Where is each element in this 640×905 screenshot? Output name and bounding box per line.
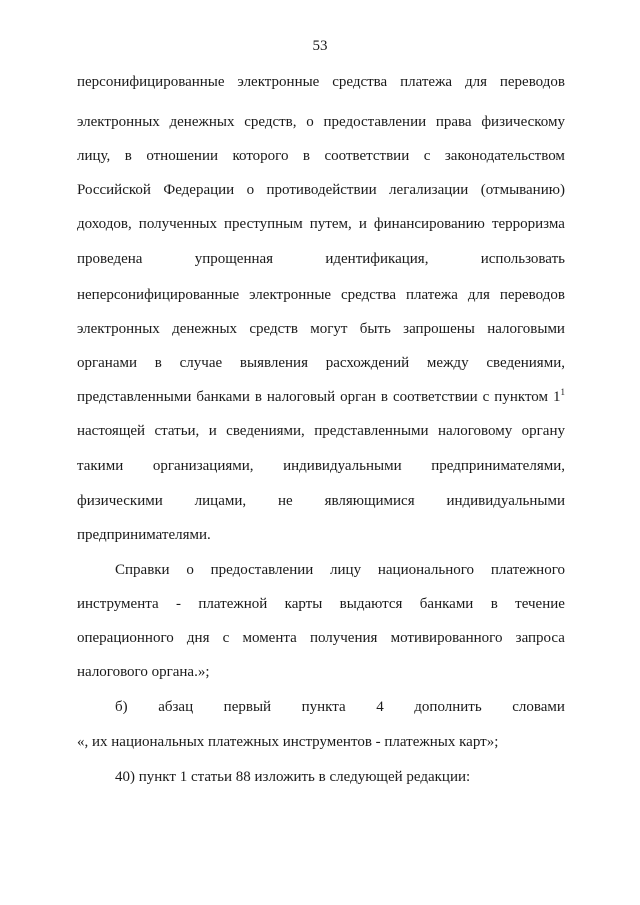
line-text: налогового органа.»;: [77, 664, 210, 680]
word: запроса: [515, 630, 565, 646]
word: могут: [310, 321, 348, 337]
text-line: [77, 732, 565, 752]
word: не: [278, 493, 293, 509]
word: в: [302, 148, 311, 164]
word: физическими: [77, 493, 163, 509]
text-line: [77, 421, 565, 441]
word: предпринимателями,: [431, 458, 565, 474]
word: $1^1$: [552, 387, 565, 405]
line-text: 40) пункт 1 статьи 88 изложить в следующей редакции:: [115, 769, 471, 785]
word: инструмента: [77, 596, 159, 612]
word: представленными: [314, 423, 429, 439]
word: предоставлении: [210, 562, 314, 578]
text-line: [77, 767, 565, 787]
word: в: [380, 389, 388, 405]
word: операционного: [77, 630, 174, 646]
word: легализации: [389, 182, 469, 198]
line-text: «, их национальных платежных инструментов - платежных карт»;: [77, 734, 499, 750]
word: о: [186, 562, 194, 578]
word: соответствии: [392, 389, 478, 405]
word: доходов,: [77, 216, 132, 232]
word: отношении: [146, 148, 219, 164]
line-text: предпринимателями.: [77, 527, 211, 543]
word: представленными: [77, 389, 192, 405]
word: лицу,: [77, 148, 111, 164]
word: получения: [309, 630, 378, 646]
text-line: [77, 285, 565, 305]
word: дня: [186, 630, 210, 646]
word: настоящей: [77, 423, 146, 439]
word: которого: [232, 148, 289, 164]
word: расхождений: [325, 355, 410, 371]
word: абзац: [158, 699, 194, 715]
word: права: [435, 114, 472, 130]
page-number: 53: [312, 38, 328, 54]
text-line: [77, 491, 565, 511]
word: органу: [521, 423, 565, 439]
word: дополнить: [414, 699, 482, 715]
text-line: [77, 628, 565, 648]
text-line: [77, 594, 565, 614]
word: платежа: [405, 287, 458, 303]
word: преступным: [224, 216, 303, 232]
text-line: [77, 662, 565, 682]
word: соответствии: [324, 148, 410, 164]
word: с: [482, 389, 490, 405]
word: законодательством: [444, 148, 565, 164]
word: индивидуальными: [283, 458, 402, 474]
word: такими: [77, 458, 124, 474]
word: в: [490, 596, 498, 612]
word: (отмыванию): [480, 182, 565, 198]
word: течение: [515, 596, 565, 612]
text-line: [77, 146, 565, 166]
word: платежной: [198, 596, 268, 612]
word: запрошены: [403, 321, 475, 337]
word: средства: [341, 287, 397, 303]
word: органами: [77, 355, 138, 371]
word: организациями,: [152, 458, 254, 474]
text-line: [77, 249, 565, 269]
word: выявления: [239, 355, 308, 371]
word: средств: [249, 321, 298, 337]
word: -: [176, 596, 181, 612]
word: случае: [179, 355, 223, 371]
text-line: [77, 456, 565, 476]
word: налоговыми: [487, 321, 565, 337]
word: лицу: [330, 562, 362, 578]
word: терроризма: [491, 216, 565, 232]
word: выдаются: [339, 596, 403, 612]
text-line: [77, 353, 565, 373]
word: Справки: [115, 562, 170, 578]
word: электронные: [249, 287, 332, 303]
word: для: [467, 287, 490, 303]
word: налоговому: [437, 423, 513, 439]
word: электронные: [237, 74, 320, 90]
word: о: [306, 114, 314, 130]
word: пунктом: [494, 389, 549, 405]
word: сведениями,: [226, 423, 305, 439]
text-line: [77, 214, 565, 234]
word: противодействии: [266, 182, 377, 198]
superscript: 1: [560, 387, 565, 397]
word: индивидуальными: [446, 493, 565, 509]
word: статьи,: [154, 423, 200, 439]
word: банками: [419, 596, 474, 612]
word: неперсонифицированные: [77, 287, 240, 303]
word: в: [154, 355, 162, 371]
word: и: [358, 216, 367, 232]
word: электронных: [77, 114, 160, 130]
text-line: [77, 697, 565, 717]
word: пункта: [301, 699, 346, 715]
word: национального: [377, 562, 475, 578]
word: налоговый: [266, 389, 336, 405]
word: с: [222, 630, 230, 646]
word: 4: [376, 699, 384, 715]
word: карты: [284, 596, 323, 612]
word: путем,: [309, 216, 352, 232]
word: б): [115, 699, 128, 715]
word: с: [423, 148, 431, 164]
text-line: [77, 525, 565, 545]
word: в: [124, 148, 132, 164]
text-line: [77, 112, 565, 132]
word: идентификация,: [325, 251, 429, 267]
word: Федерации: [163, 182, 235, 198]
text-line: [77, 319, 565, 339]
word: платежного: [490, 562, 565, 578]
word: в: [254, 389, 262, 405]
word: физическому: [481, 114, 565, 130]
word: банками: [196, 389, 250, 405]
word: между: [426, 355, 469, 371]
word: использовать: [480, 251, 565, 267]
word: Российской: [77, 182, 151, 198]
text-line: [77, 72, 565, 92]
word: денежных: [172, 321, 238, 337]
word: являющимися: [324, 493, 415, 509]
word: полученных: [138, 216, 217, 232]
word: первый: [223, 699, 272, 715]
word: финансированию: [373, 216, 485, 232]
word: переводов: [499, 74, 565, 90]
word: о: [246, 182, 255, 198]
word: электронных: [77, 321, 160, 337]
word: переводов: [499, 287, 565, 303]
word: предоставлении: [323, 114, 427, 130]
text-line: [77, 180, 565, 200]
word: лицами,: [194, 493, 247, 509]
word: проведена: [77, 251, 143, 267]
word: словами: [512, 699, 565, 715]
word: средства: [332, 74, 388, 90]
word: быть: [359, 321, 391, 337]
word: упрощенная: [194, 251, 274, 267]
word: денежных: [169, 114, 235, 130]
text-line: [77, 560, 565, 580]
word: персонифицированные: [77, 74, 225, 90]
text-line: [77, 387, 565, 407]
word: платежа: [400, 74, 453, 90]
word: сведениями,: [486, 355, 565, 371]
word: мотивированного: [390, 630, 503, 646]
word: момента: [242, 630, 297, 646]
word: средств,: [244, 114, 297, 130]
word: орган: [340, 389, 376, 405]
word: для: [464, 74, 487, 90]
word: и: [208, 423, 217, 439]
